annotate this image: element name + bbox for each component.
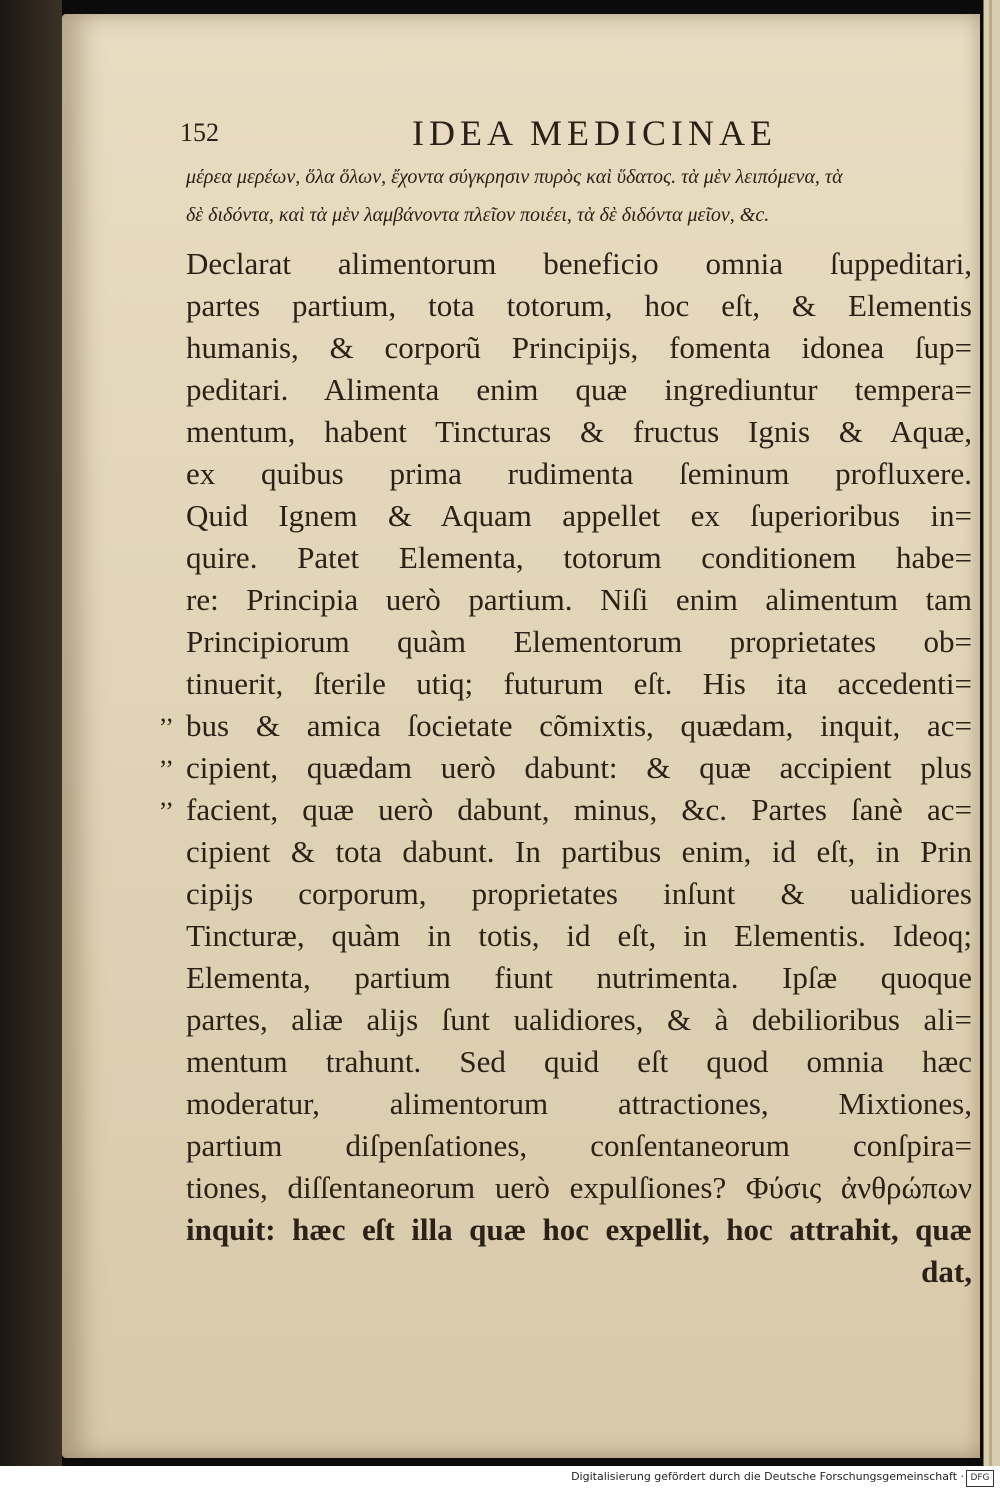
text-line-2: partes partium, tota totorum, hoc eſt, & Elementis bbox=[186, 288, 972, 323]
text-line-17: Tincturæ, quàm in totis, id eſt, in Elementis. Ideoq; bbox=[186, 918, 972, 953]
text-line-8: quire. Patet Elementa, totorum conditionem habe= bbox=[186, 540, 972, 575]
text-line-6: ex quibus prima rudimenta ſeminum profluxere. bbox=[186, 456, 972, 491]
text-line-12: bus & amica ſocietate cõmixtis, quædam, inquit, ac= bbox=[186, 708, 972, 743]
book-edge-left bbox=[0, 0, 62, 1466]
greek-line-1: μέρεα μερέων, ὅλα ὅλων, ἔχοντα σύγκρησιν πυρὸς καὶ ὕδατος. τὰ μὲν λειπόμενα, τὰ bbox=[186, 166, 843, 188]
text-line-15: cipient & tota dabunt. In partibus enim, id eſt, in Prin bbox=[186, 834, 972, 869]
text-line-3: humanis, & corporũ Principijs, fomenta idonea ſup= bbox=[186, 330, 972, 365]
text-line-9: re: Principia uerò partium. Niſi enim alimentum tam bbox=[186, 582, 972, 617]
text-line-1: Declarat alimentorum beneficio omnia ſuppeditari, bbox=[186, 246, 972, 281]
text-line-24: inquit: hæc eſt illa quæ hoc expellit, hoc attrahit, quæ bbox=[186, 1212, 972, 1247]
text-line-10: Principiorum quàm Elementorum proprietates ob= bbox=[186, 624, 972, 659]
dfg-logo-icon: DFG bbox=[966, 1470, 994, 1487]
text-line-11: tinuerit, ſterile utiq; futurum eſt. His ita accedenti= bbox=[186, 666, 972, 701]
quote-mark-1: ,, bbox=[160, 698, 173, 727]
text-line-5: mentum, habent Tincturas & fructus Ignis & Aquæ, bbox=[186, 414, 972, 449]
text-line-7: Quid Ignem & Aquam appellet ex ſuperioribus in= bbox=[186, 498, 972, 533]
text-line-22: partium diſpenſationes, conſentaneorum conſpira= bbox=[186, 1128, 972, 1163]
text-line-20: mentum trahunt. Sed quid eſt quod omnia hæc bbox=[186, 1044, 972, 1079]
quote-mark-2: ,, bbox=[160, 740, 173, 769]
text-line-14: facient, quæ uerò dabunt, minus, &c. Partes ſanè ac= bbox=[186, 792, 972, 827]
book-edge-right bbox=[983, 0, 1000, 1466]
text-line-19: partes, aliæ alijs ſunt ualidiores, & à debilioribus ali= bbox=[186, 1002, 972, 1037]
text-line-23: tiones, diſſentaneorum uerò expulſiones? Φύσις ἀνθρώπων bbox=[186, 1170, 972, 1205]
footer-bar bbox=[0, 1466, 1000, 1490]
text-line-4: peditari. Alimenta enim quæ ingrediuntur tempera= bbox=[186, 372, 972, 407]
text-line-13: cipient, quædam uerò dabunt: & quæ accipient plus bbox=[186, 750, 972, 785]
text-line-16: cipijs corporum, proprietates inſunt & ualidiores bbox=[186, 876, 972, 911]
book-page bbox=[62, 14, 980, 1458]
text-line-25: dat, bbox=[921, 1254, 972, 1289]
running-head: IDEA MEDICINAE bbox=[412, 113, 777, 153]
text-line-21: moderatur, alimentorum attractiones, Mixtiones, bbox=[186, 1086, 972, 1121]
greek-line-2: δὲ διδόντα, καὶ τὰ μὲν λαμβάνοντα πλεῖον ποιέει, τὰ δὲ διδόντα μεῖον, &c. bbox=[186, 204, 770, 226]
page-number: 152 bbox=[180, 118, 219, 147]
footer-credit: Digitalisierung gefördert durch die Deutsche Forschungsgemeinschaft · bbox=[571, 1470, 964, 1483]
quote-mark-3: ,, bbox=[160, 782, 173, 811]
text-line-18: Elementa, partium fiunt nutrimenta. Ipſæ quoque bbox=[186, 960, 972, 995]
book-edge-fold bbox=[989, 0, 992, 1466]
